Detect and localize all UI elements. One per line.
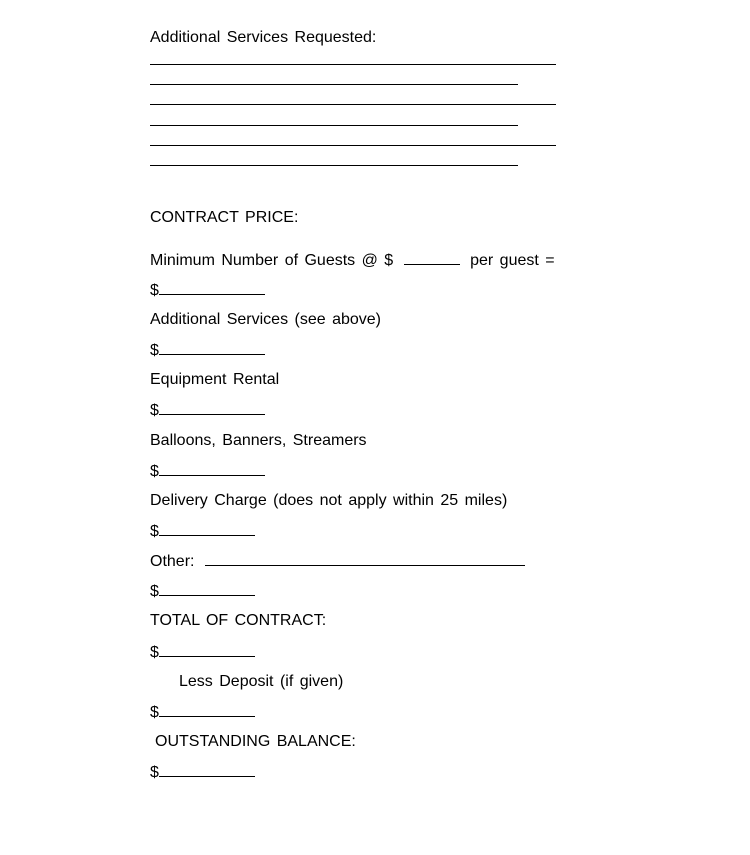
total-of-contract-label: TOTAL OF CONTRACT: xyxy=(150,612,327,629)
dollar-sign: $ xyxy=(150,523,159,540)
equipment-rental-amount-row xyxy=(150,400,265,421)
dollar-sign: $ xyxy=(150,583,159,600)
min-guests-prefix: Minimum Number of Guests @ $ xyxy=(150,252,394,269)
min-guests-amount-field[interactable] xyxy=(159,280,265,295)
delivery-charge-amount-row xyxy=(150,521,255,542)
less-deposit-amount-row xyxy=(150,702,255,723)
dollar-sign: $ xyxy=(150,764,159,781)
dollar-sign: $ xyxy=(150,704,159,721)
equipment-rental-label: Equipment Rental xyxy=(150,371,280,388)
dollar-sign: $ xyxy=(150,644,159,661)
additional-services-line-2[interactable] xyxy=(150,84,518,85)
additional-services-amount-field[interactable] xyxy=(159,340,265,355)
delivery-charge-amount-field[interactable] xyxy=(159,521,255,536)
other-row xyxy=(150,551,525,572)
additional-services-line-1[interactable] xyxy=(150,64,556,65)
additional-services-amount-row xyxy=(150,340,265,361)
contract-price-heading: CONTRACT PRICE: xyxy=(150,209,299,226)
equipment-rental-amount-field[interactable] xyxy=(159,400,265,415)
other-amount-field[interactable] xyxy=(159,581,255,596)
additional-services-line-5[interactable] xyxy=(150,145,556,146)
other-description-field[interactable] xyxy=(205,551,525,566)
additional-services-line-3[interactable] xyxy=(150,104,556,105)
total-amount-field[interactable] xyxy=(159,642,255,657)
min-guests-row xyxy=(150,250,555,271)
balloons-label: Balloons, Banners, Streamers xyxy=(150,432,367,449)
balloons-amount-field[interactable] xyxy=(159,461,265,476)
dollar-sign: $ xyxy=(150,463,159,480)
outstanding-balance-amount-field[interactable] xyxy=(159,762,255,777)
dollar-sign: $ xyxy=(150,342,159,359)
additional-services-line-6[interactable] xyxy=(150,165,518,166)
min-guests-amount-row xyxy=(150,280,265,301)
balloons-amount-row xyxy=(150,461,265,482)
other-label: Other: xyxy=(150,553,195,570)
total-amount-row xyxy=(150,642,255,663)
other-amount-row xyxy=(150,581,255,602)
additional-services-heading: Additional Services Requested: xyxy=(150,29,377,46)
additional-services-line-4[interactable] xyxy=(150,125,518,126)
additional-services-label: Additional Services (see above) xyxy=(150,311,382,328)
delivery-charge-label: Delivery Charge (does not apply within 25 miles) xyxy=(150,492,508,509)
per-guest-price-field[interactable] xyxy=(404,250,460,265)
dollar-sign: $ xyxy=(150,282,159,299)
dollar-sign: $ xyxy=(150,402,159,419)
outstanding-balance-amount-row xyxy=(150,762,255,783)
min-guests-suffix: per guest = xyxy=(470,252,555,269)
outstanding-balance-label: OUTSTANDING BALANCE: xyxy=(155,733,356,750)
less-deposit-amount-field[interactable] xyxy=(159,702,255,717)
less-deposit-label: Less Deposit (if given) xyxy=(179,673,344,690)
